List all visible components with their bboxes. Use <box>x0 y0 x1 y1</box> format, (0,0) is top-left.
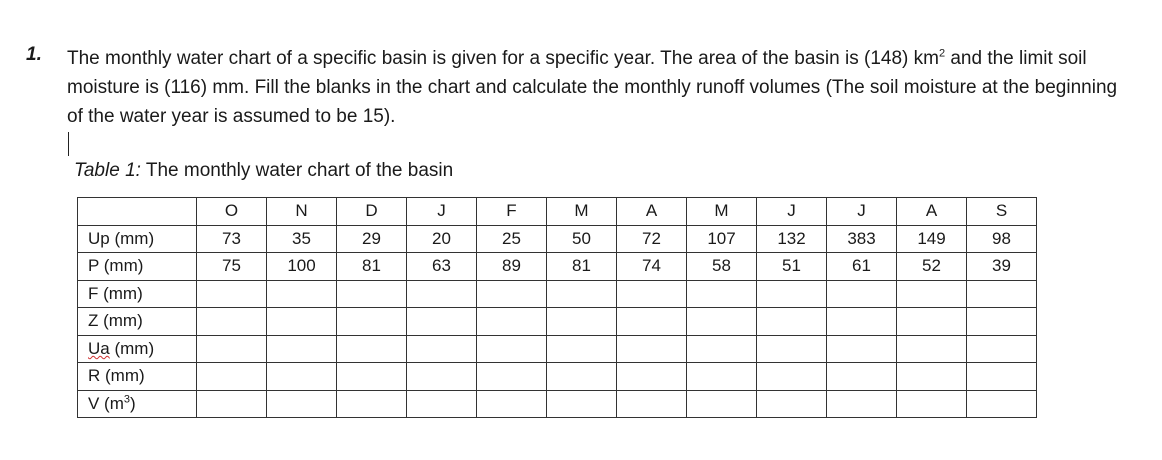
question-text-part2: and the limit soil moisture is (116) mm. Fill the blanks in the chart and calculate the monthly runoff volumes (The soil moisture at the beginning of the water year is assumed to be 15). <box>67 48 1118 127</box>
value-cell: 50 <box>547 225 617 253</box>
corner-cell <box>78 198 197 226</box>
month-header: J <box>757 198 827 226</box>
blank-cell[interactable] <box>267 390 337 418</box>
row-label: F (mm) <box>78 280 197 308</box>
blank-cell[interactable] <box>267 308 337 336</box>
table-row <box>78 308 1037 336</box>
blank-cell[interactable] <box>687 308 757 336</box>
blank-cell[interactable] <box>617 390 687 418</box>
water-chart-table <box>77 197 1037 418</box>
blank-cell[interactable] <box>477 280 547 308</box>
table-row <box>78 335 1037 363</box>
blank-cell[interactable] <box>547 335 617 363</box>
row-label <box>78 335 197 363</box>
table-row <box>78 253 1037 281</box>
blank-cell[interactable] <box>897 390 967 418</box>
blank-cell[interactable] <box>197 363 267 391</box>
value-cell: 107 <box>687 225 757 253</box>
value-cell: 383 <box>827 225 897 253</box>
blank-cell[interactable] <box>897 280 967 308</box>
blank-cell[interactable] <box>337 363 407 391</box>
blank-cell[interactable] <box>477 308 547 336</box>
blank-cell[interactable] <box>757 335 827 363</box>
value-cell: 89 <box>477 253 547 281</box>
blank-cell[interactable] <box>687 280 757 308</box>
blank-cell[interactable] <box>617 280 687 308</box>
value-cell: 73 <box>197 225 267 253</box>
blank-cell[interactable] <box>967 390 1037 418</box>
month-header: J <box>407 198 477 226</box>
blank-cell[interactable] <box>477 363 547 391</box>
blank-cell[interactable] <box>337 335 407 363</box>
value-cell: 74 <box>617 253 687 281</box>
blank-cell[interactable] <box>967 280 1037 308</box>
blank-cell[interactable] <box>547 390 617 418</box>
value-cell: 81 <box>337 253 407 281</box>
value-cell: 149 <box>897 225 967 253</box>
blank-cell[interactable] <box>827 363 897 391</box>
table-row <box>78 390 1037 418</box>
blank-cell[interactable] <box>687 390 757 418</box>
value-cell: 81 <box>547 253 617 281</box>
blank-cell[interactable] <box>757 280 827 308</box>
month-header: N <box>267 198 337 226</box>
blank-cell[interactable] <box>967 308 1037 336</box>
blank-cell[interactable] <box>407 363 477 391</box>
blank-cell[interactable] <box>407 335 477 363</box>
blank-cell[interactable] <box>897 308 967 336</box>
blank-cell[interactable] <box>617 308 687 336</box>
row-label: R (mm) <box>78 363 197 391</box>
row-label-unit: (mm) <box>109 338 155 358</box>
blank-cell[interactable] <box>197 280 267 308</box>
blank-cell[interactable] <box>337 308 407 336</box>
month-header: M <box>547 198 617 226</box>
value-cell: 39 <box>967 253 1037 281</box>
month-header: S <box>967 198 1037 226</box>
blank-cell[interactable] <box>547 308 617 336</box>
blank-cell[interactable] <box>757 363 827 391</box>
blank-cell[interactable] <box>337 390 407 418</box>
month-header: M <box>687 198 757 226</box>
blank-cell[interactable] <box>407 390 477 418</box>
row-label-base: V (m <box>88 393 124 413</box>
water-chart-body <box>78 198 1037 418</box>
month-header: J <box>827 198 897 226</box>
blank-cell[interactable] <box>407 308 477 336</box>
value-cell: 98 <box>967 225 1037 253</box>
table-row <box>78 363 1037 391</box>
value-cell: 100 <box>267 253 337 281</box>
blank-cell[interactable] <box>897 335 967 363</box>
month-header: A <box>617 198 687 226</box>
table-caption <box>74 160 453 182</box>
blank-cell[interactable] <box>617 335 687 363</box>
blank-cell[interactable] <box>897 363 967 391</box>
question-number: 1. <box>26 44 42 65</box>
blank-cell[interactable] <box>547 280 617 308</box>
header-row <box>78 198 1037 226</box>
value-cell: 20 <box>407 225 477 253</box>
blank-cell[interactable] <box>267 280 337 308</box>
value-cell: 52 <box>897 253 967 281</box>
row-label <box>78 390 197 418</box>
month-header: A <box>897 198 967 226</box>
blank-cell[interactable] <box>827 308 897 336</box>
table-caption-label: Table 1: <box>74 160 141 181</box>
blank-cell[interactable] <box>547 363 617 391</box>
row-label-superscript: 3 <box>123 393 131 406</box>
blank-cell[interactable] <box>477 335 547 363</box>
blank-cell[interactable] <box>617 363 687 391</box>
blank-cell[interactable] <box>687 363 757 391</box>
blank-cell[interactable] <box>687 335 757 363</box>
blank-cell[interactable] <box>267 363 337 391</box>
month-header: D <box>337 198 407 226</box>
question-text-part1: The monthly water chart of a specific basin is given for a specific year. The area of the basin is (148) km <box>67 48 939 69</box>
question-text <box>67 44 1137 131</box>
blank-cell[interactable] <box>197 335 267 363</box>
value-cell: 132 <box>757 225 827 253</box>
row-label: Up (mm) <box>78 225 197 253</box>
question-superscript: 2 <box>938 47 946 60</box>
blank-cell[interactable] <box>757 390 827 418</box>
blank-cell[interactable] <box>197 390 267 418</box>
table-caption-text: The monthly water chart of the basin <box>140 160 454 181</box>
value-cell: 29 <box>337 225 407 253</box>
value-cell: 51 <box>757 253 827 281</box>
value-cell: 72 <box>617 225 687 253</box>
value-cell: 61 <box>827 253 897 281</box>
value-cell: 75 <box>197 253 267 281</box>
blank-cell[interactable] <box>197 308 267 336</box>
blank-cell[interactable] <box>407 280 477 308</box>
value-cell: 35 <box>267 225 337 253</box>
blank-cell[interactable] <box>827 280 897 308</box>
value-cell: 63 <box>407 253 477 281</box>
blank-cell[interactable] <box>757 308 827 336</box>
blank-cell[interactable] <box>827 390 897 418</box>
month-header: F <box>477 198 547 226</box>
blank-cell[interactable] <box>477 390 547 418</box>
blank-cell[interactable] <box>337 280 407 308</box>
month-header: O <box>197 198 267 226</box>
row-label-end: ) <box>130 393 136 413</box>
text-cursor <box>68 132 69 156</box>
blank-cell[interactable] <box>967 363 1037 391</box>
blank-cell[interactable] <box>267 335 337 363</box>
value-cell: 25 <box>477 225 547 253</box>
blank-cell[interactable] <box>967 335 1037 363</box>
table-row <box>78 280 1037 308</box>
value-cell: 58 <box>687 253 757 281</box>
table-row <box>78 225 1037 253</box>
row-label: Z (mm) <box>78 308 197 336</box>
row-label-word: Ua <box>88 338 110 358</box>
blank-cell[interactable] <box>827 335 897 363</box>
row-label: P (mm) <box>78 253 197 281</box>
